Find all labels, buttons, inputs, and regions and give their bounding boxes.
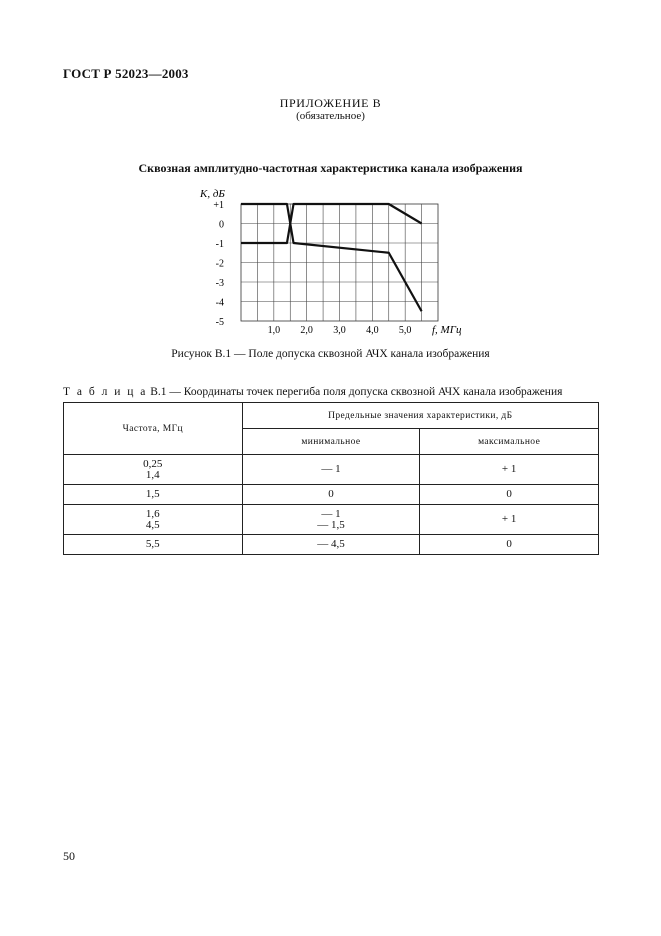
y-tick-label: -5 (215, 317, 224, 328)
appendix-subtitle: (обязательное) (296, 110, 365, 122)
cell-minimum (242, 535, 420, 555)
cell-maximum (420, 485, 599, 505)
cell-minimum-line: — 1 (321, 507, 341, 520)
x-tick-label: 1,0 (267, 325, 281, 336)
table-caption-prefix: Т а б л и ц а (63, 386, 148, 398)
cell-frequency-line: 4,5 (145, 518, 160, 531)
chart-svg (190, 183, 490, 338)
appendix-title: ПРИЛОЖЕНИЕ В (279, 96, 382, 110)
inflection-points-table (63, 402, 599, 555)
table-caption (63, 386, 562, 398)
cell-frequency (64, 485, 243, 505)
x-tick-label: 5,0 (398, 325, 412, 336)
cell-frequency-line: 0,25 (143, 457, 163, 470)
table-row (64, 455, 599, 485)
cell-minimum-line: — 1,5 (317, 518, 345, 531)
header-frequency: Частота, МГц (64, 403, 243, 455)
cell-frequency-line: 1,4 (145, 468, 160, 481)
cell-frequency (64, 535, 243, 555)
figure-heading: Сквозная амплитудно-частотная характеристика канала изображения (138, 161, 523, 175)
figure-caption: Рисунок В.1 — Поле допуска сквозной АЧХ канала изображения (171, 348, 490, 360)
y-tick-label: -2 (215, 258, 224, 270)
x-axis-label: f, МГц (432, 324, 462, 336)
cell-maximum (420, 455, 599, 485)
table-row (64, 505, 599, 535)
cell-frequency-line: 1,6 (145, 507, 160, 520)
cell-frequency-line: 1,5 (145, 488, 160, 500)
y-tick-label: 0 (219, 219, 224, 231)
y-tick-label: -1 (215, 239, 224, 250)
frequency-response-chart (190, 183, 490, 338)
cell-maximum (420, 505, 599, 535)
chart-grid (241, 204, 438, 321)
cell-minimum-line: — 4,5 (317, 538, 345, 550)
tolerance-line-upper-to-lower (241, 204, 422, 311)
cell-minimum (242, 505, 420, 535)
table-row (64, 485, 599, 505)
cell-frequency-line: 5,5 (145, 538, 160, 550)
chart-ticks (213, 200, 411, 336)
cell-minimum (242, 485, 420, 505)
appendix-heading (0, 97, 661, 123)
header-maximum: максимальное (420, 429, 599, 455)
cell-minimum (242, 455, 420, 485)
x-tick-label: 4,0 (366, 325, 379, 336)
cell-maximum-line: + 1 (501, 513, 517, 525)
chart-series (241, 204, 422, 311)
cell-frequency (64, 505, 243, 535)
y-axis-label: K, дБ (200, 188, 225, 200)
y-tick-label: -3 (215, 278, 224, 289)
cell-frequency (64, 455, 243, 485)
page-number: 50 (63, 849, 75, 863)
cell-maximum-line: + 1 (501, 463, 517, 475)
y-tick-label: +1 (213, 200, 224, 211)
x-tick-label: 2,0 (300, 325, 313, 336)
header-limit-values: Предельные значения характеристики, дБ (242, 403, 598, 429)
table-row (64, 535, 599, 555)
y-tick-label: -4 (215, 297, 224, 309)
cell-minimum-line: 0 (328, 488, 334, 500)
document-code: ГОСТ Р 52023—2003 (63, 66, 189, 81)
x-tick-label: 3,0 (333, 325, 346, 336)
cell-minimum-line: — 1 (321, 463, 341, 475)
cell-maximum (420, 535, 599, 555)
cell-maximum-line: 0 (506, 488, 512, 500)
table-caption-text: В.1 — Координаты точек перегиба поля допуска сквозной АЧХ канала изображения (147, 386, 563, 398)
header-minimum: минимальное (242, 429, 420, 455)
cell-maximum-line: 0 (506, 538, 512, 550)
